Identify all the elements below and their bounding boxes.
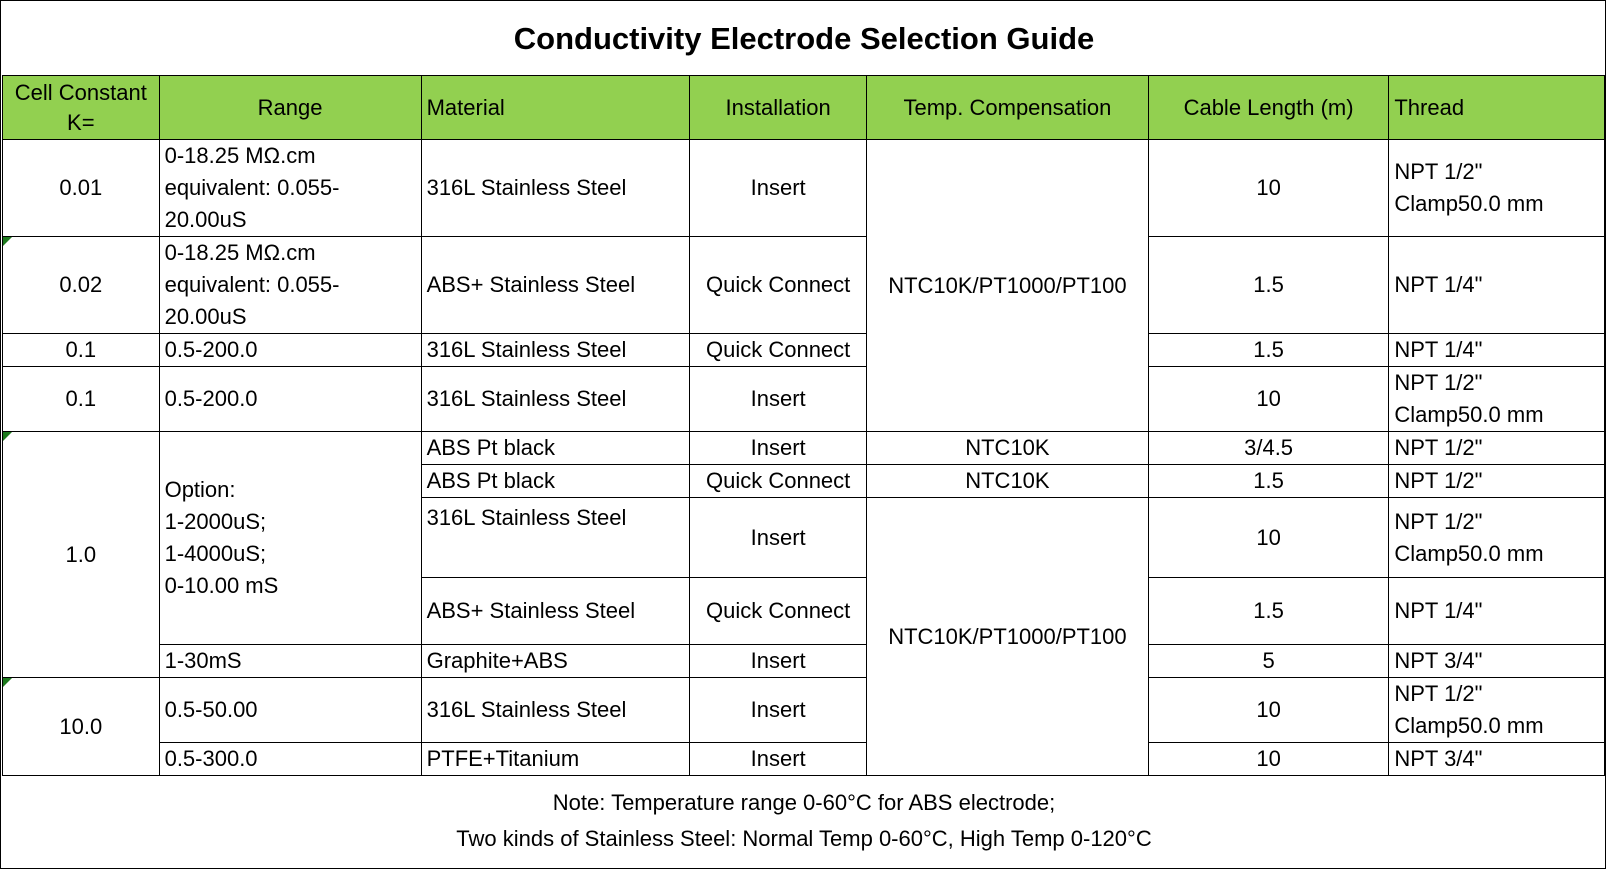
table-row (3, 334, 1605, 367)
range-cell: 0.5-200.0 (159, 367, 421, 432)
thread-cell (1389, 140, 1605, 237)
range-cell: 0.5-300.0 (159, 743, 421, 776)
material-cell: ABS Pt black (421, 465, 690, 498)
table-row (3, 367, 1605, 432)
cable-length-cell: 1.5 (1148, 465, 1389, 498)
range-cell: 1-30mS (159, 645, 421, 678)
header-range: Range (159, 76, 421, 140)
installation-cell: Quick Connect (690, 237, 867, 334)
table-row (3, 140, 1605, 237)
header-temp-compensation: Temp. Compensation (867, 76, 1149, 140)
range-cell (159, 432, 421, 645)
thread-cell: NPT 1/2" (1389, 432, 1605, 465)
range-line: 1-4000uS; (164, 541, 267, 566)
thread-line: Clamp50.0 mm (1394, 713, 1544, 738)
thread-line: NPT 1/2" (1394, 370, 1483, 395)
header-thread: Thread (1389, 76, 1605, 140)
thread-line: Clamp50.0 mm (1394, 191, 1544, 216)
range-cell: 0.5-200.0 (159, 334, 421, 367)
table-row (3, 432, 1605, 465)
cell-constant: 0.1 (3, 334, 160, 367)
note-line-1: Note: Temperature range 0-60°C for ABS electrode; (552, 790, 1056, 815)
thread-cell (1389, 367, 1605, 432)
header-cell-constant: Cell Constant K= (3, 76, 160, 140)
header-cable-length: Cable Length (m) (1148, 76, 1389, 140)
cable-length-cell: 1.5 (1148, 237, 1389, 334)
range-cell: 0-18.25 MΩ.cm equivalent: 0.055-20.00uS (159, 237, 421, 334)
material-cell: 316L Stainless Steel (421, 140, 690, 237)
cable-length-cell: 10 (1148, 367, 1389, 432)
cable-length-cell: 1.5 (1148, 578, 1389, 645)
thread-line: Clamp50.0 mm (1394, 540, 1544, 566)
thread-cell: NPT 1/4" (1389, 334, 1605, 367)
thread-line: NPT 1/2" (1394, 681, 1483, 706)
installation-cell: Insert (690, 743, 867, 776)
installation-cell: Insert (690, 432, 867, 465)
cable-length-cell: 10 (1148, 140, 1389, 237)
note-line-2: Two kinds of Stainless Steel: Normal Temp 0-60°C, High Temp 0-120°C (456, 826, 1152, 851)
header-row (3, 76, 1605, 140)
installation-cell: Insert (690, 367, 867, 432)
cell-constant: 10.0 (3, 678, 160, 776)
installation-cell: Quick Connect (690, 578, 867, 645)
installation-cell: Insert (690, 678, 867, 743)
thread-cell (1389, 678, 1605, 743)
cell-constant: 0.01 (3, 140, 160, 237)
cable-length-cell: 10 (1148, 743, 1389, 776)
cell-constant: 0.1 (3, 367, 160, 432)
thread-cell: NPT 3/4" (1389, 645, 1605, 678)
range-cell: 0-18.25 MΩ.cm equivalent: 0.055-20.00uS (159, 140, 421, 237)
table-row (3, 645, 1605, 678)
table-row (3, 237, 1605, 334)
page-title: Conductivity Electrode Selection Guide (513, 21, 1095, 56)
cable-length-cell: 5 (1148, 645, 1389, 678)
cell-constant: 1.0 (3, 432, 160, 678)
thread-cell (1389, 498, 1605, 578)
installation-cell: Insert (690, 140, 867, 237)
material-cell: ABS+ Stainless Steel (421, 578, 690, 645)
material-cell: PTFE+Titanium (421, 743, 690, 776)
material-cell: 316L Stainless Steel (421, 498, 690, 578)
thread-cell: NPT 3/4" (1389, 743, 1605, 776)
cable-length-cell: 10 (1148, 678, 1389, 743)
cable-length-cell: 10 (1148, 498, 1389, 578)
temp-compensation-cell: NTC10K (867, 465, 1149, 498)
thread-line: Clamp50.0 mm (1394, 402, 1544, 427)
temp-compensation-group-2: NTC10K/PT1000/PT100 (867, 498, 1149, 776)
table-row (3, 678, 1605, 743)
temp-compensation-group-1: NTC10K/PT1000/PT100 (867, 140, 1149, 432)
header-material: Material (421, 76, 690, 140)
range-cell: 0.5-50.00 (159, 678, 421, 743)
material-cell: Graphite+ABS (421, 645, 690, 678)
header-installation: Installation (690, 76, 867, 140)
installation-cell: Insert (690, 498, 867, 578)
range-line: 0-10.00 mS (164, 573, 279, 598)
installation-cell: Quick Connect (690, 465, 867, 498)
footnote (1, 785, 1606, 857)
cell-constant: 0.02 (3, 237, 160, 334)
thread-cell: NPT 1/2" (1389, 465, 1605, 498)
range-line: Option: (164, 477, 236, 502)
cable-length-cell: 3/4.5 (1148, 432, 1389, 465)
material-cell: ABS+ Stainless Steel (421, 237, 690, 334)
thread-line: NPT 1/2" (1394, 159, 1483, 184)
temp-compensation-cell: NTC10K (867, 432, 1149, 465)
selection-table (2, 75, 1605, 776)
installation-cell: Quick Connect (690, 334, 867, 367)
thread-cell: NPT 1/4" (1389, 578, 1605, 645)
range-line: 1-2000uS; (164, 509, 267, 534)
material-cell: ABS Pt black (421, 432, 690, 465)
cable-length-cell: 1.5 (1148, 334, 1389, 367)
material-cell: 316L Stainless Steel (421, 367, 690, 432)
thread-line: NPT 1/2" (1394, 508, 1483, 534)
installation-cell: Insert (690, 645, 867, 678)
material-cell: 316L Stainless Steel (421, 334, 690, 367)
material-cell: 316L Stainless Steel (421, 678, 690, 743)
table-row (3, 743, 1605, 776)
thread-cell: NPT 1/4" (1389, 237, 1605, 334)
